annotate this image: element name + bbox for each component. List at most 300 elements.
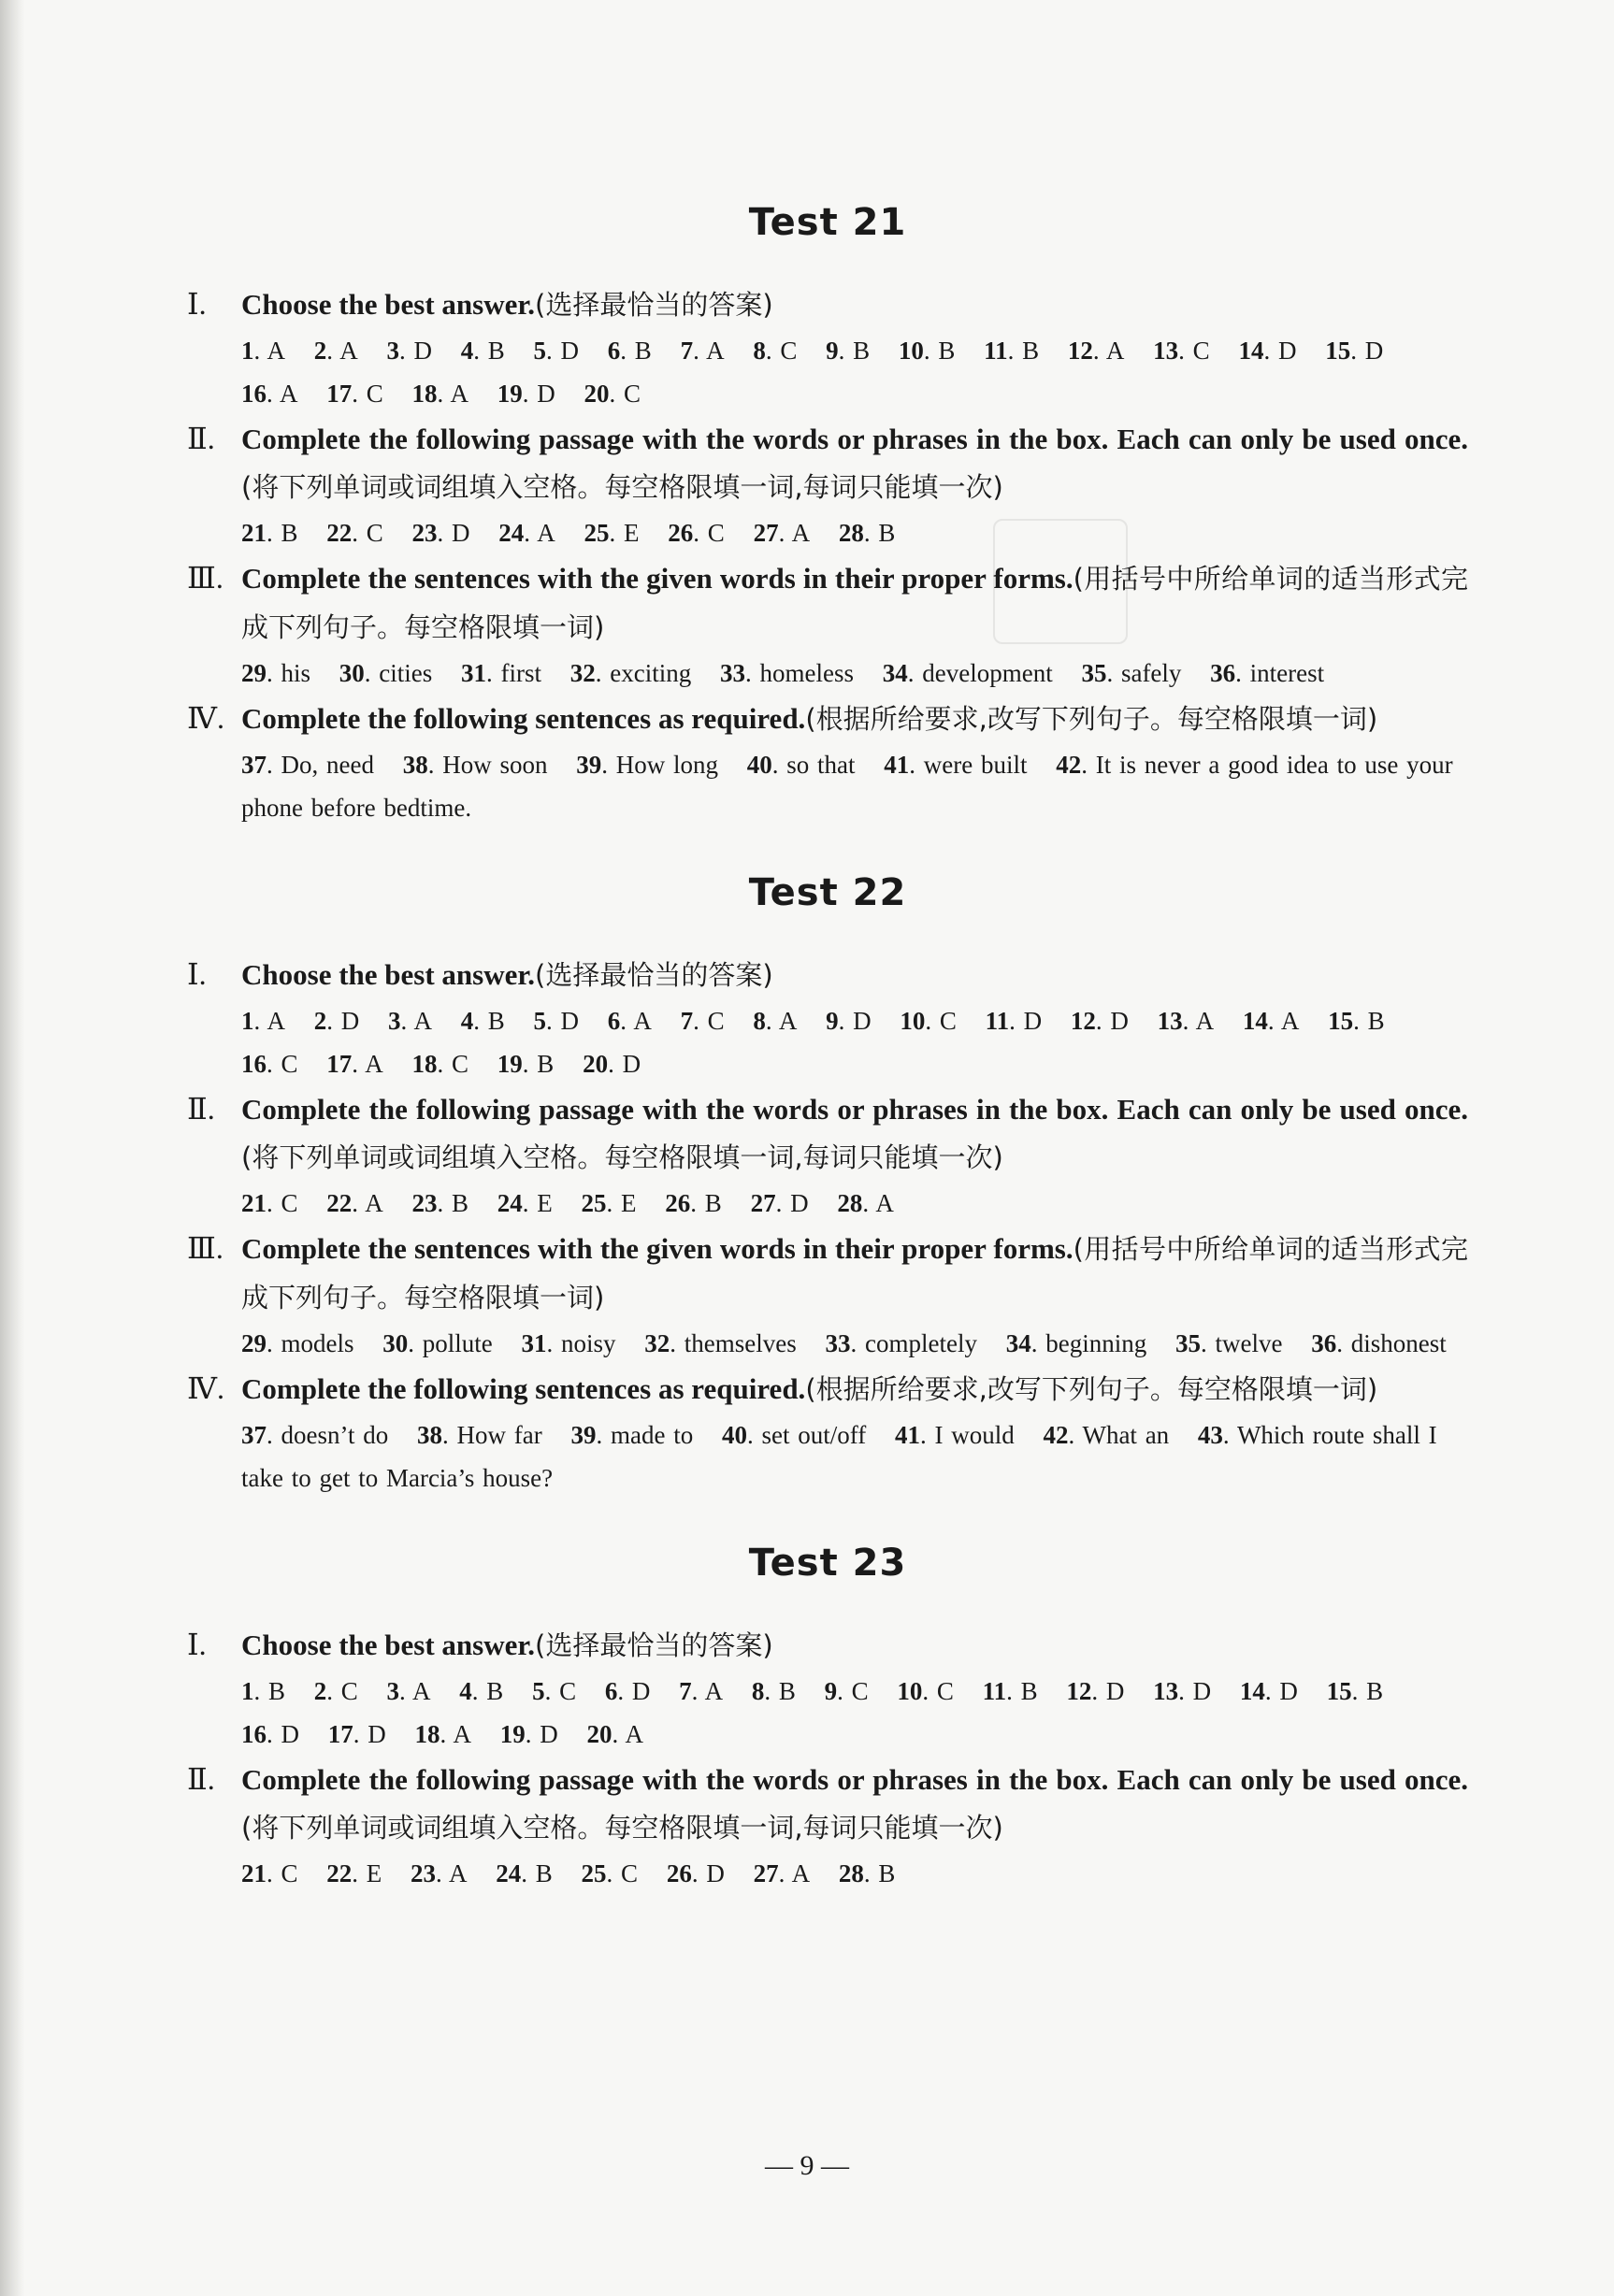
answer-value: B	[487, 337, 505, 365]
section-number: Ⅰ.	[187, 957, 207, 991]
answer-separator: .	[1030, 1329, 1046, 1357]
answer-separator: .	[353, 1720, 368, 1748]
answer-number: 9	[826, 1007, 839, 1035]
answer-list	[187, 1852, 1468, 1895]
answer-item	[1043, 1413, 1169, 1457]
answer-number: 13	[1153, 337, 1179, 365]
answer-value: D	[853, 1007, 872, 1035]
answer-item	[326, 511, 383, 554]
answer-item	[584, 372, 641, 415]
answer-value: A	[625, 1720, 644, 1748]
answer-item	[387, 1670, 431, 1713]
answer-value: cities	[379, 659, 433, 687]
answer-value: A	[633, 1007, 652, 1035]
section-instruction-zh: (选择最恰当的答案)	[535, 959, 773, 991]
answer-value: It is never a good idea to use your phone before bedtime.	[241, 751, 1453, 822]
answer-item	[837, 1182, 894, 1225]
answer-number: 36	[1210, 659, 1236, 687]
answer-item	[1071, 999, 1129, 1042]
answer-separator: .	[253, 1007, 267, 1035]
answer-separator: .	[612, 1720, 626, 1748]
answer-item	[665, 1182, 722, 1225]
answer-number: 20	[584, 380, 610, 408]
answer-value: D	[1192, 1677, 1212, 1705]
answer-item	[587, 1713, 644, 1756]
answer-list	[187, 652, 1468, 695]
answer-value: C	[559, 1677, 577, 1705]
answer-separator: .	[922, 1677, 937, 1705]
answer-separator: .	[326, 337, 340, 365]
answer-value: first	[500, 659, 541, 687]
answer-number: 12	[1067, 337, 1093, 365]
answer-separator: .	[838, 337, 854, 365]
answer-separator: .	[437, 380, 451, 408]
answer-value: E	[366, 1859, 382, 1887]
answer-number: 21	[241, 1859, 267, 1887]
section-heading	[187, 1365, 1468, 1413]
answer-value: C	[624, 380, 641, 408]
section-heading	[187, 1085, 1468, 1182]
answer-separator: .	[778, 1859, 792, 1887]
answer-separator: .	[601, 751, 616, 779]
answer-value: What an	[1082, 1421, 1170, 1449]
answer-item	[411, 1852, 468, 1895]
answer-separator: .	[544, 1677, 560, 1705]
answer-separator: .	[693, 519, 708, 547]
answer-value: D	[540, 1720, 558, 1748]
answer-number: 21	[241, 1189, 267, 1217]
answer-item	[884, 743, 1027, 786]
answer-number: 11	[984, 337, 1008, 365]
answer-number: 16	[241, 1050, 267, 1078]
answer-separator: .	[399, 337, 414, 365]
answer-item	[839, 1852, 896, 1895]
answer-item	[605, 1670, 651, 1713]
answer-number: 28	[838, 1859, 864, 1887]
answer-value: A	[537, 519, 555, 547]
answer-value: C	[281, 1050, 298, 1078]
answer-value: B	[853, 337, 871, 365]
answer-item	[752, 1670, 796, 1713]
section	[187, 695, 1468, 829]
answer-separator: .	[1178, 337, 1193, 365]
answer-value: B	[704, 1189, 722, 1217]
answer-item	[1327, 1670, 1384, 1713]
section-heading	[187, 695, 1468, 743]
answer-value: C	[281, 1859, 298, 1887]
answer-number: 21	[241, 519, 267, 547]
answer-number: 23	[411, 519, 438, 547]
answer-item	[497, 1182, 553, 1225]
answer-value: noisy	[561, 1329, 616, 1357]
answer-separator: .	[609, 380, 625, 408]
answer-number: 20	[583, 1050, 609, 1078]
answer-value: A	[413, 1007, 433, 1035]
answer-number: 3	[388, 1007, 401, 1035]
answer-number: 23	[411, 1189, 438, 1217]
answer-number: 2	[313, 1677, 327, 1705]
answer-value: A	[791, 519, 811, 547]
answer-separator: .	[690, 1189, 705, 1217]
answer-item	[883, 652, 1053, 695]
answer-item	[1243, 999, 1300, 1042]
answer-value: B	[878, 1859, 896, 1887]
answer-separator: .	[746, 1421, 762, 1449]
answer-value: C	[939, 1007, 957, 1035]
answer-separator: .	[364, 659, 380, 687]
section-heading	[187, 415, 1468, 511]
answer-number: 6	[604, 1677, 618, 1705]
answer-item	[497, 1042, 555, 1085]
answer-list	[187, 1322, 1468, 1365]
answer-value: A	[449, 1859, 468, 1887]
answer-number: 13	[1153, 1677, 1179, 1705]
answer-number: 22	[326, 1189, 353, 1217]
answer-item	[241, 652, 310, 695]
answer-item	[417, 1413, 542, 1457]
answer-value: exciting	[610, 659, 692, 687]
section-heading	[187, 951, 1468, 999]
answer-item	[328, 1713, 386, 1756]
answer-number: 33	[719, 659, 745, 687]
answer-number: 38	[417, 1421, 442, 1449]
answer-value: C	[707, 1007, 725, 1035]
answer-value: B	[1022, 337, 1040, 365]
section-instruction: Complete the following sentences as required.	[241, 1372, 806, 1405]
answer-number: 11	[982, 1677, 1007, 1705]
answer-separator: .	[473, 1007, 488, 1035]
answer-value: themselves	[684, 1329, 797, 1357]
answer-item	[241, 1182, 298, 1225]
answer-number: 25	[584, 519, 610, 547]
answer-number: 2	[313, 1007, 327, 1035]
test-spacer	[187, 1500, 1468, 1537]
answer-separator: .	[326, 1007, 341, 1035]
answer-separator: .	[546, 337, 561, 365]
answer-separator: .	[399, 1677, 413, 1705]
answer-separator: .	[907, 659, 923, 687]
section-number: Ⅳ.	[187, 701, 224, 735]
answer-separator: .	[267, 380, 281, 408]
answer-separator: .	[838, 1007, 854, 1035]
answer-item	[387, 329, 433, 372]
answer-list	[187, 1670, 1468, 1756]
answer-number: 34	[1005, 1329, 1031, 1357]
answer-value: A	[280, 380, 298, 408]
answer-number: 12	[1066, 1677, 1092, 1705]
answer-number: 43	[1197, 1421, 1223, 1449]
answer-number: 33	[825, 1329, 851, 1357]
answer-item	[412, 1042, 469, 1085]
answer-number: 37	[241, 1421, 267, 1449]
answer-item	[984, 329, 1039, 372]
answer-item	[412, 372, 469, 415]
answer-item	[1175, 1322, 1282, 1365]
answer-number: 40	[721, 1421, 747, 1449]
answer-item	[241, 329, 285, 372]
answer-number: 42	[1056, 751, 1082, 779]
answer-number: 32	[569, 659, 596, 687]
answer-value: E	[624, 519, 640, 547]
answer-value: B	[281, 519, 298, 547]
answer-separator: .	[1222, 1421, 1237, 1449]
answer-number: 23	[411, 1859, 437, 1887]
answer-number: 29	[241, 1329, 267, 1357]
answer-number: 8	[753, 337, 766, 365]
answer-separator: .	[546, 1007, 561, 1035]
answer-number: 22	[326, 1859, 353, 1887]
answer-item	[899, 329, 956, 372]
answer-number: 26	[665, 1189, 691, 1217]
answer-item	[667, 1852, 725, 1895]
answer-value: his	[281, 659, 311, 687]
answer-number: 36	[1311, 1329, 1337, 1357]
answer-separator: .	[522, 380, 538, 408]
answer-item	[496, 1852, 553, 1895]
answer-value: safely	[1120, 659, 1182, 687]
answer-number: 6	[607, 1007, 621, 1035]
answer-separator: .	[744, 659, 760, 687]
answer-item	[900, 999, 957, 1042]
answer-value: A	[365, 1189, 383, 1217]
answer-separator: .	[771, 751, 787, 779]
answer-item	[608, 999, 652, 1042]
answer-item	[1210, 652, 1324, 695]
answer-value: A	[875, 1189, 894, 1217]
answer-item	[339, 652, 432, 695]
answer-value: D	[281, 1720, 299, 1748]
answer-number: 18	[411, 1050, 438, 1078]
answer-item	[534, 999, 580, 1042]
answer-separator: .	[267, 659, 281, 687]
answer-separator: .	[486, 659, 501, 687]
answer-item	[382, 1322, 493, 1365]
section-number: Ⅱ.	[187, 422, 215, 455]
answer-separator: .	[400, 1007, 414, 1035]
answer-number: 25	[581, 1859, 607, 1887]
answer-value: Do, need	[281, 751, 374, 779]
answer-item	[1153, 1670, 1211, 1713]
answer-separator: .	[522, 1189, 538, 1217]
answer-number: 4	[460, 337, 474, 365]
answer-number: 31	[521, 1329, 547, 1357]
answer-separator: .	[764, 1677, 779, 1705]
answer-item	[412, 511, 470, 554]
answer-number: 38	[402, 751, 428, 779]
answer-separator: .	[620, 337, 635, 365]
answer-value: set out/off	[761, 1421, 867, 1449]
answer-number: 24	[496, 1859, 522, 1887]
answer-value: made to	[610, 1421, 694, 1449]
answer-separator: .	[436, 1859, 450, 1887]
answer-item	[241, 1413, 388, 1457]
answer-value: B	[1020, 1677, 1038, 1705]
answer-item	[839, 511, 896, 554]
answer-item	[314, 999, 360, 1042]
answer-value: homeless	[759, 659, 854, 687]
answer-number: 7	[680, 337, 694, 365]
answer-separator: .	[863, 519, 879, 547]
answer-number: 5	[533, 1007, 547, 1035]
answer-value: A	[1195, 1007, 1215, 1035]
answer-separator: .	[437, 519, 453, 547]
answer-list	[187, 999, 1468, 1085]
answer-value: B	[537, 1050, 555, 1078]
answer-item	[1325, 329, 1383, 372]
answer-separator: .	[352, 1189, 366, 1217]
answer-number: 17	[326, 380, 353, 408]
answer-separator: .	[1009, 1007, 1024, 1035]
answer-number: 13	[1157, 1007, 1183, 1035]
answer-separator: .	[1006, 1677, 1021, 1705]
section-heading	[187, 280, 1468, 329]
answer-separator: .	[1351, 1677, 1367, 1705]
answer-number: 24	[497, 1189, 523, 1217]
page-number: — 9 —	[765, 2150, 849, 2181]
answer-value: B	[1367, 1007, 1385, 1035]
answer-number: 39	[570, 1421, 597, 1449]
answer-item	[1081, 652, 1181, 695]
section-number: Ⅲ.	[187, 1231, 223, 1265]
answer-value: C	[851, 1677, 869, 1705]
answer-number: 14	[1238, 337, 1264, 365]
answer-value: A	[1280, 1007, 1300, 1035]
answer-separator: .	[693, 1007, 708, 1035]
answer-value: D	[560, 337, 580, 365]
section-instruction: Complete the following passage with the words or phrases in the box. Each can only be used once.	[241, 1093, 1468, 1126]
test-spacer	[187, 829, 1468, 867]
answer-value: B	[452, 1189, 469, 1217]
answer-item	[584, 511, 640, 554]
section-number: Ⅲ.	[187, 561, 223, 595]
answer-number: 41	[894, 1421, 920, 1449]
answer-value: D	[452, 519, 470, 547]
answer-separator: .	[1091, 1677, 1106, 1705]
answer-value: A	[453, 1720, 472, 1748]
answer-item	[241, 372, 298, 415]
answer-number: 7	[680, 1007, 694, 1035]
section	[187, 951, 1468, 1085]
section-instruction: Choose the best answer.	[241, 1629, 536, 1661]
answer-value: How long	[615, 751, 718, 779]
answer-number: 27	[750, 1189, 776, 1217]
answer-number: 28	[837, 1189, 863, 1217]
answer-value: D	[1279, 1677, 1298, 1705]
answer-separator: .	[267, 519, 281, 547]
answer-separator: .	[546, 1329, 561, 1357]
answer-list	[187, 743, 1468, 829]
answer-item	[826, 329, 870, 372]
section-instruction: Choose the best answer.	[241, 288, 536, 321]
answer-item	[897, 1670, 954, 1713]
answer-separator: .	[693, 337, 707, 365]
answer-value: How soon	[442, 751, 548, 779]
answer-value: B	[268, 1677, 286, 1705]
answer-separator: .	[1182, 1007, 1196, 1035]
answer-value: B	[938, 337, 956, 365]
answer-item	[241, 1042, 298, 1085]
answer-separator: .	[691, 1859, 707, 1887]
answer-item	[826, 999, 872, 1042]
answer-item	[388, 999, 432, 1042]
answer-item	[415, 1713, 472, 1756]
answer-number: 15	[1328, 1007, 1354, 1035]
section-instruction-zh: (用括号中所给单词的适当形式完成下列句子。每空格限填一词)	[241, 563, 1468, 643]
answer-number: 1	[241, 337, 254, 365]
answer-list	[187, 329, 1468, 415]
answer-separator: .	[267, 1050, 281, 1078]
answer-item	[241, 1322, 354, 1365]
test-title: Test 23	[748, 1542, 907, 1585]
answer-value: A	[791, 1859, 811, 1887]
section-instruction: Choose the best answer.	[241, 958, 536, 991]
answer-number: 27	[753, 1859, 779, 1887]
answer-number: 5	[532, 1677, 545, 1705]
answer-value: dishonest	[1350, 1329, 1447, 1357]
answer-value: D	[560, 1007, 580, 1035]
section	[187, 1225, 1468, 1365]
answer-item	[534, 329, 580, 372]
answer-separator: .	[267, 751, 281, 779]
torn-page-edge	[0, 0, 24, 2296]
answer-item	[747, 743, 856, 786]
answer-value: How far	[456, 1421, 542, 1449]
answer-value: B	[486, 1677, 504, 1705]
answer-number: 24	[498, 519, 525, 547]
answer-number: 5	[533, 337, 547, 365]
section	[187, 554, 1468, 695]
answer-value: D	[706, 1859, 725, 1887]
answer-value: D	[367, 1720, 386, 1748]
answer-separator: .	[596, 1421, 611, 1449]
answer-separator: .	[925, 1007, 940, 1035]
answer-value: A	[412, 1677, 431, 1705]
answer-item	[1238, 329, 1296, 372]
answer-value: D	[1277, 337, 1297, 365]
answer-number: 19	[497, 1050, 523, 1078]
answer-value: D	[537, 380, 555, 408]
answer-item	[582, 1182, 637, 1225]
answer-separator: .	[765, 337, 781, 365]
answer-list	[187, 1413, 1468, 1500]
answer-value: interest	[1249, 659, 1325, 687]
answer-number: 9	[826, 337, 839, 365]
answer-item	[582, 1852, 639, 1895]
section-instruction: Complete the sentences with the given words in their proper forms.	[241, 562, 1074, 595]
answer-item	[314, 329, 358, 372]
answer-value: beginning	[1045, 1329, 1147, 1357]
answer-separator: .	[352, 380, 367, 408]
answer-separator: .	[253, 1677, 268, 1705]
answer-value: B	[634, 337, 652, 365]
answer-value: D	[340, 1007, 360, 1035]
section	[187, 1756, 1468, 1895]
answer-separator: .	[267, 1720, 281, 1748]
answer-item	[532, 1670, 576, 1713]
answer-value: D	[1023, 1007, 1043, 1035]
answer-separator: .	[267, 1189, 281, 1217]
answer-value: C	[707, 519, 725, 547]
answer-separator: .	[863, 1859, 879, 1887]
answer-number: 1	[241, 1677, 254, 1705]
answer-item	[461, 652, 541, 695]
answer-value: D	[1110, 1007, 1129, 1035]
answer-item	[314, 1670, 358, 1713]
answer-value: A	[339, 337, 358, 365]
answer-number: 8	[753, 1007, 766, 1035]
answer-number: 2	[313, 337, 327, 365]
section-number: Ⅱ.	[187, 1762, 215, 1796]
